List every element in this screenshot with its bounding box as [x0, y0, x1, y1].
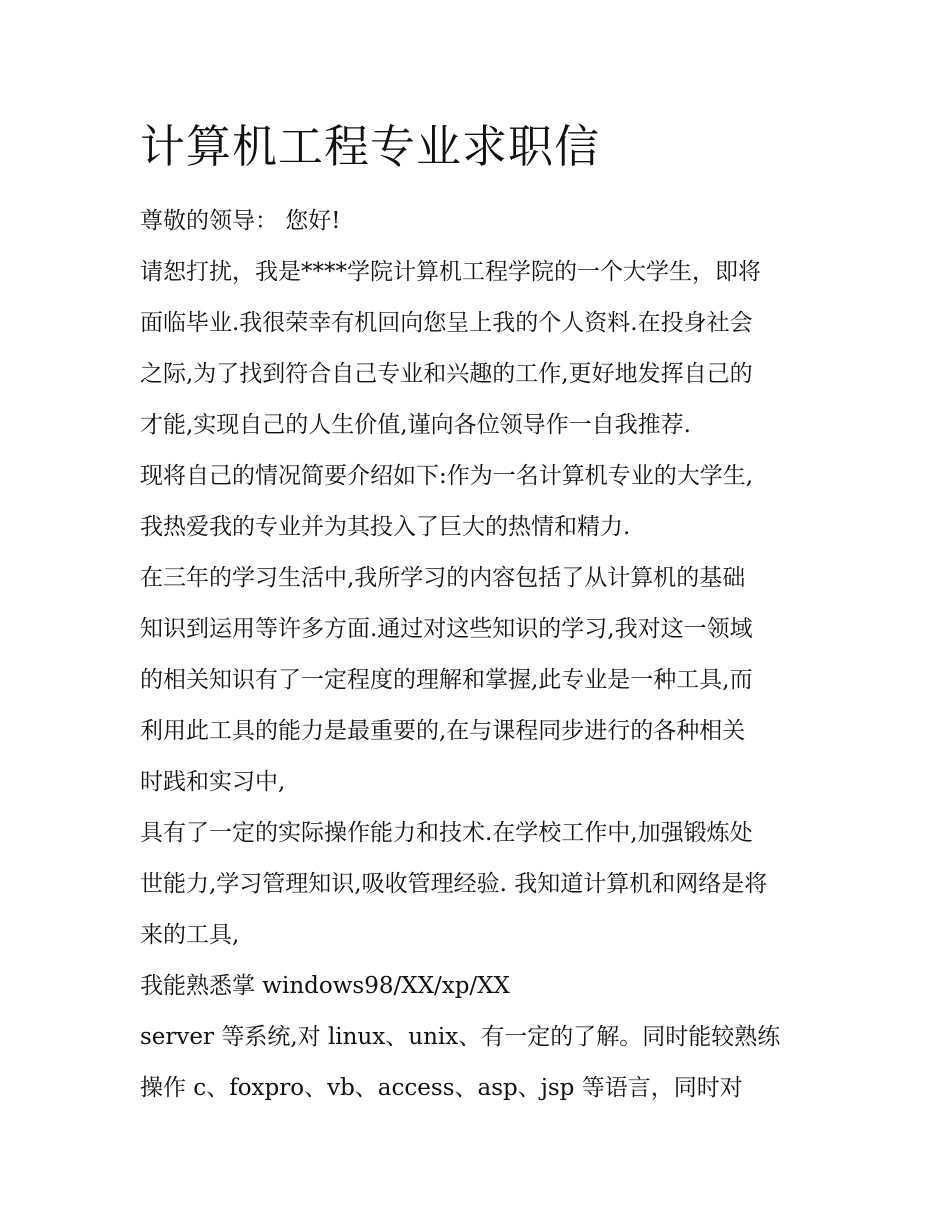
text-line: 时践和实习中,: [140, 769, 286, 795]
letter-body: [140, 118, 820, 1114]
text-line: 的相关知识有了一定程度的理解和掌握,此专业是一种工具,而: [140, 667, 753, 693]
text-line: 利用此工具的能力是最重要的,在与课程同步进行的各种相关: [140, 718, 746, 744]
text-line: 我热爱我的专业并为其投入了巨大的热情和精力.: [140, 514, 631, 540]
text-line: 世能力,学习管理知识,吸收管理经验. 我知道计算机和网络是将: [140, 871, 768, 897]
text-line: 操作 c、foxpro、vb、access、asp、jsp 等语言，同时对: [140, 1075, 743, 1101]
text-line: 我能熟悉掌 windows98/XX/xp/XX: [140, 973, 510, 999]
text-line: 之际,为了找到符合自己专业和兴趣的工作,更好地发挥自己的: [140, 361, 753, 387]
text-line: 知识到运用等许多方面.通过对这些知识的学习,我对这一领域: [140, 616, 753, 642]
document-title: 计算机工程专业求职信: [140, 120, 601, 173]
text-line: 面临毕业.我很荣幸有机回向您呈上我的个人资料.在投身社会: [140, 310, 753, 336]
text-line: server 等系统,对 linux、unix、有一定的了解。同时能较熟练: [140, 1024, 781, 1050]
text-line: 才能,实现自己的人生价值,谨向各位领导作一自我推荐.: [140, 412, 691, 438]
text-line: 来的工具,: [140, 922, 240, 948]
text-line: 在三年的学习生活中,我所学习的内容包括了从计算机的基础: [140, 565, 746, 591]
text-line: 请恕打扰，我是****学院计算机工程学院的一个大学生，即将: [140, 259, 761, 285]
text-line: 现将自己的情况简要介绍如下:作为一名计算机专业的大学生,: [140, 463, 754, 489]
text-line: 具有了一定的实际操作能力和技术.在学校工作中,加强锻炼处: [140, 820, 753, 846]
greeting-line: 尊敬的领导： 您好!: [140, 208, 341, 234]
